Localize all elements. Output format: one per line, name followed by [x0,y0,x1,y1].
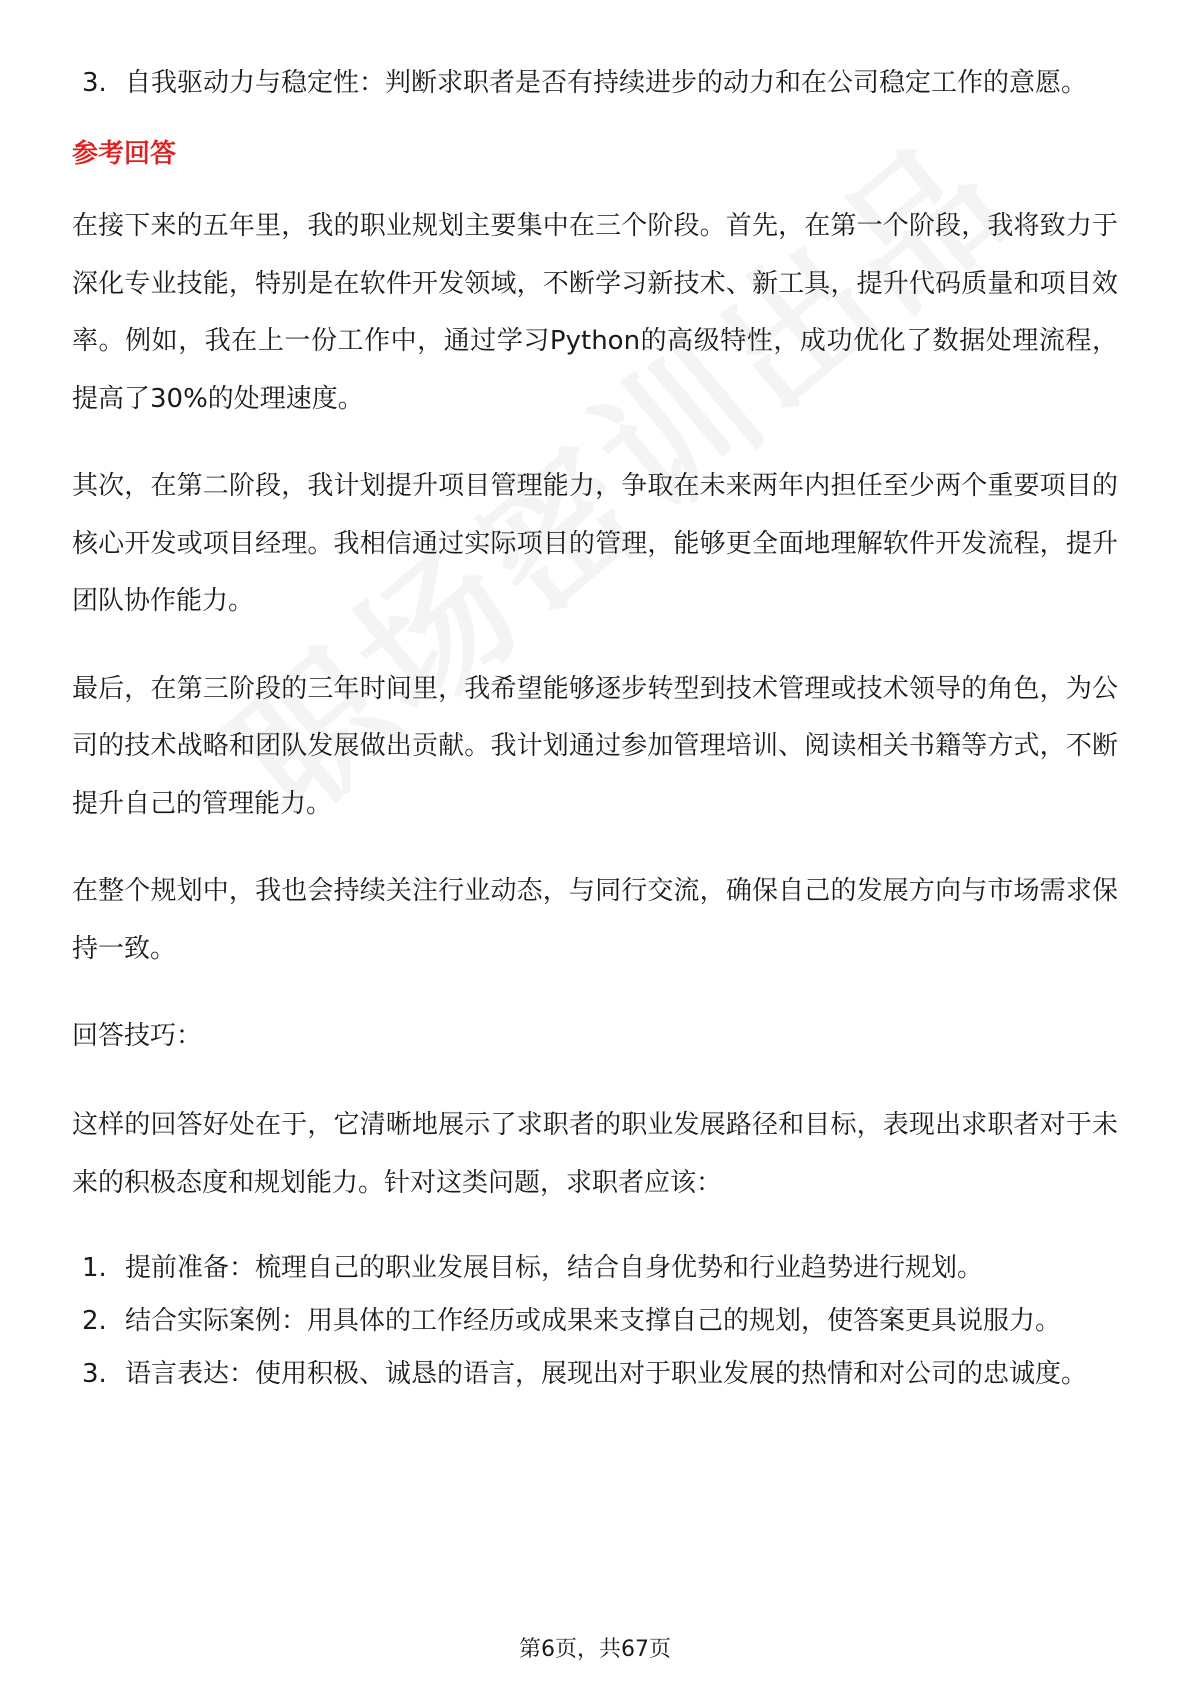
list-item [72,1348,1118,1401]
answer-paragraph-2: 其次，在第二阶段，我计划提升项目管理能力，争取在未来两年内担任至少两个重要项目的核心开发或项目经理。我相信通过实际项目的管理，能够更全面地理解软件开发流程，提升团队协作能力。 [72,471,1118,616]
list-item [72,1295,1118,1348]
section-title: 参考回答 [72,139,177,169]
answer-paragraph-4: 在整个规划中，我也会持续关注行业动态，与同行交流，确保自己的发展方向与市场需求保持一致。 [72,876,1118,964]
list-item [72,55,1118,112]
page-content [72,55,1118,1401]
list-number-text: 1. [82,1253,107,1283]
list-item [72,1242,1118,1295]
list-number [72,1348,125,1401]
list-text: 结合实际案例：用具体的工作经历或成果来支撑自己的规划，使答案更具说服力。 [125,1306,1062,1336]
list-number [72,55,125,112]
tips-intro: 这样的回答好处在于，它清晰地展示了求职者的职业发展路径和目标，表现出求职者对于未来的积极态度和规划能力。针对这类问题，求职者应该： [72,1110,1118,1198]
answer-paragraph-1: 在接下来的五年里，我的职业规划主要集中在三个阶段。首先，在第一个阶段，我将致力于深化专业技能，特别是在软件开发领域，不断学习新技术、新工具，提升代码质量和项目效率。例如，我在上一份工作中，通过学习Python的高级特性，成功优化了数据处理流程，提高了30%的处理速度。 [72,211,1118,414]
list-number-text: 3. [82,1359,107,1389]
list-text: 语言表达：使用积极、诚恳的语言，展现出对于职业发展的热情和对公司的忠诚度。 [125,1359,1088,1389]
tips-list [72,1242,1118,1401]
list-number [72,1242,125,1295]
list-number [72,1295,125,1348]
criteria-list [72,55,1118,112]
list-text: 提前准备：梳理自己的职业发展目标，结合自身优势和行业趋势进行规划。 [125,1253,984,1283]
tips-label: 回答技巧： [72,1021,203,1051]
page-footer: 第6页，共67页 [519,1637,671,1662]
list-number-text: 2. [82,1306,107,1336]
answer-paragraph-3: 最后，在第三阶段的三年时间里，我希望能够逐步转型到技术管理或技术领导的角色，为公司的技术战略和团队发展做出贡献。我计划通过参加管理培训、阅读相关书籍等方式，不断提升自己的管理能力。 [72,673,1118,819]
list-text: 自我驱动力与稳定性：判断求职者是否有持续进步的动力和在公司稳定工作的意愿。 [125,68,1088,98]
list-number-text: 3. [82,68,107,98]
